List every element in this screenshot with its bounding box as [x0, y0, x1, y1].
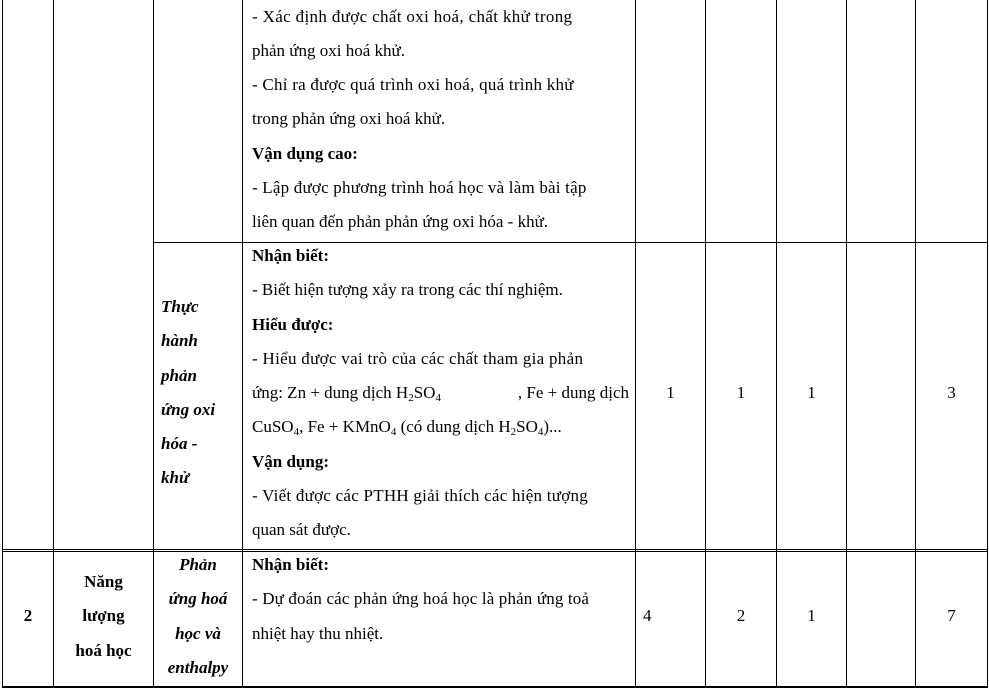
detail-line	[252, 383, 629, 403]
subscript: 4	[537, 426, 544, 438]
row-divider-2	[2, 549, 988, 550]
col-border-2	[153, 0, 154, 688]
col-border-4	[635, 0, 636, 688]
detail-line: trong phản ứng oxi hoá khử.	[252, 109, 446, 128]
row-divider-1	[153, 242, 988, 243]
row-divider-2b	[2, 551, 988, 552]
topic-line: Năng	[84, 572, 123, 591]
col-border-9	[987, 0, 988, 688]
text-run: (có dung dịch H	[396, 417, 511, 436]
text-run: , Fe + KMnO	[299, 417, 391, 436]
detail-line: - Dự đoán các phản ứng hoá học là phản ứng toả	[252, 589, 590, 608]
content-line: học và	[175, 624, 221, 643]
detail-line: phản ứng oxi hoá khử.	[252, 41, 405, 60]
text-run: CuSO	[252, 417, 294, 436]
level-heading: Vận dụng cao:	[252, 144, 358, 163]
count-apply: 1	[807, 383, 816, 402]
col-border-3	[242, 0, 243, 688]
table-bottom-border	[2, 686, 988, 688]
col-border-0	[2, 0, 3, 688]
content-line: hành	[161, 331, 198, 350]
col-border-5	[705, 0, 706, 688]
detail-line: - Xác định được chất oxi hoá, chất khử trong	[252, 7, 573, 26]
subscript: 2	[408, 392, 414, 404]
subscript: 4	[293, 426, 300, 438]
detail-line: - Lập được phương trình hoá học và làm bài tập	[252, 178, 587, 197]
text-run: , Fe + dung dịch	[517, 383, 629, 402]
detail-line: - Chỉ ra được quá trình oxi hoá, quá trình khử	[252, 75, 574, 94]
content-line: Phản	[179, 555, 217, 574]
row-index: 2	[23, 606, 33, 625]
count-recognize: 1	[666, 383, 675, 402]
level-heading: Hiểu được:	[252, 315, 334, 334]
col-border-6	[776, 0, 777, 688]
content-line: ứng oxi	[161, 400, 216, 419]
count-recognize: 4	[643, 606, 652, 625]
detail-line: liên quan đến phản phản ứng oxi hóa - khử.	[252, 212, 549, 231]
level-heading: Nhận biết:	[252, 246, 329, 265]
subscript: 2	[510, 426, 517, 438]
text-run: )...	[543, 417, 562, 436]
detail-line: - Hiểu được vai trò của các chất tham gia phản	[252, 349, 584, 368]
detail-line	[252, 417, 562, 437]
content-line: ứng hoá	[168, 589, 228, 608]
count-apply: 1	[807, 606, 816, 625]
subscript: 4	[435, 392, 441, 404]
count-understand: 1	[736, 383, 746, 402]
content-line: hóa -	[161, 434, 198, 453]
detail-line: - Biết hiện tượng xảy ra trong các thí nghiệm.	[252, 280, 563, 299]
col-border-8	[915, 0, 916, 688]
col-border-7	[846, 0, 847, 688]
topic-line: hoá học	[75, 641, 132, 660]
topic-line: lượng	[82, 606, 125, 625]
detail-line: nhiệt hay thu nhiệt.	[252, 624, 384, 643]
content-line: khử	[161, 468, 190, 487]
text-run: ứng: Zn + dung dịch H	[252, 383, 409, 402]
level-heading: Vận dụng:	[252, 452, 330, 471]
content-line: phản	[161, 366, 197, 385]
subscript: 4	[390, 426, 397, 438]
count-total: 7	[947, 606, 956, 625]
content-line: Thực	[161, 297, 199, 316]
detail-line: - Viết được các PTHH giải thích các hiện tượng	[252, 486, 588, 505]
text-run: SO	[413, 383, 436, 402]
count-total: 3	[947, 383, 956, 402]
content-line: enthalpy	[167, 658, 229, 677]
level-heading: Nhận biết:	[252, 555, 329, 574]
detail-line: quan sát được.	[252, 520, 351, 539]
text-run: SO	[516, 417, 538, 436]
count-understand: 2	[736, 606, 746, 625]
